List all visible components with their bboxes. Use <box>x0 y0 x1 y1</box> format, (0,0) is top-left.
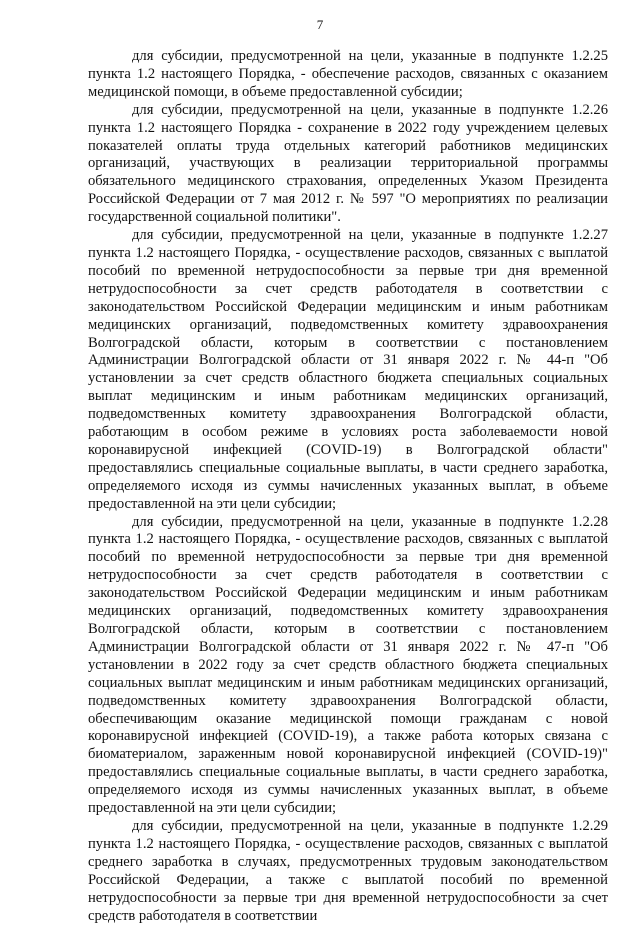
document-body <box>88 48 608 925</box>
page-number: 7 <box>316 17 324 32</box>
paragraph-subsidy-1-2-28: для субсидии, предусмотренной на цели, указанные в подпункте 1.2.28 пункта 1.2 настоящего Порядка, - осуществление расходов, связанных с выплатой пособий по временной нетрудоспособности за первые три дня временной нетрудоспособности за счет средств работодателя в соответствии с законодательством Российской Федерации медицинским и иным работникам медицинских организаций, подведомственных комитету здравоохранения Волгоградской области, которым в соответствии с постановлением Администрации Волгоградской области от 31 января 2022 г. № 47-п "Об установлении в 2022 году за счет средств областного бюджета специальных социальных выплат медицинским и иным работникам медицинских организаций, подведомственных комитету здравоохранения Волгоградской области, обеспечивающим оказание медицинской помощи гражданам с новой коронавирусной инфекцией (COVID-19), а также работа которых связана с биоматериалом, зараженным новой коронавирусной инфекцией (COVID-19)" предоставлялись специальные социальные выплаты, в части среднего заработка, определяемого исходя из суммы начисленных указанных выплат, в объеме предоставленной на эти цели субсидии; <box>88 513 608 817</box>
paragraph-subsidy-1-2-27: для субсидии, предусмотренной на цели, указанные в подпункте 1.2.27 пункта 1.2 настоящего Порядка, - осуществление расходов, связанных с выплатой пособий по временной нетрудоспособности за первые три дня временной нетрудоспособности за счет средств работодателя в соответствии с законодательством Российской Федерации медицинским и иным работникам медицинских организаций, подведомственных комитету здравоохранения Волгоградской области, которым в соответствии с постановлением Администрации Волгоградской области от 31 января 2022 г. № 44-п "Об установлении за счет средств областного бюджета специальных социальных выплат медицинским и иным работникам медицинских организаций, подведомственных комитету здравоохранения Волгоградской области, работающим в особом режиме в условиях роста заболеваемости новой коронавирусной инфекцией (COVID-19) в Волгоградской области" предоставлялись специальные социальные выплаты, в части среднего заработка, определяемого исходя из суммы начисленных указанных выплат, в объеме предоставленной на эти цели субсидии; <box>88 227 608 512</box>
paragraph-subsidy-1-2-25: для субсидии, предусмотренной на цели, указанные в подпункте 1.2.25 пункта 1.2 настоящего Порядка, - обеспечение расходов, связанных с оказанием медицинской помощи, в объеме предоставленной субсидии; <box>88 48 608 100</box>
paragraph-subsidy-1-2-26: для субсидии, предусмотренной на цели, указанные в подпункте 1.2.26 пункта 1.2 настоящего Порядка - сохранение в 2022 году учреждением целевых показателей оплаты труда отдельных категорий работников медицинских организаций, участвующих в реализации территориальной программы обязательного медицинского страхования, определенных Указом Президента Российской Федерации от 7 мая 2012 г. № 597 "О мероприятиях по реализации государственной социальной политики". <box>88 101 608 226</box>
paragraph-subsidy-1-2-29: для субсидии, предусмотренной на цели, указанные в подпункте 1.2.29 пункта 1.2 настоящего Порядка, - осуществление расходов, связанных с выплатой среднего заработка в случаях, предусмотренных трудовым законодательством Российской Федерации, а также с выплатой пособий по временной нетрудоспособности за первые три дня временной нетрудоспособности за счет средств работодателя в соответствии <box>88 817 608 924</box>
